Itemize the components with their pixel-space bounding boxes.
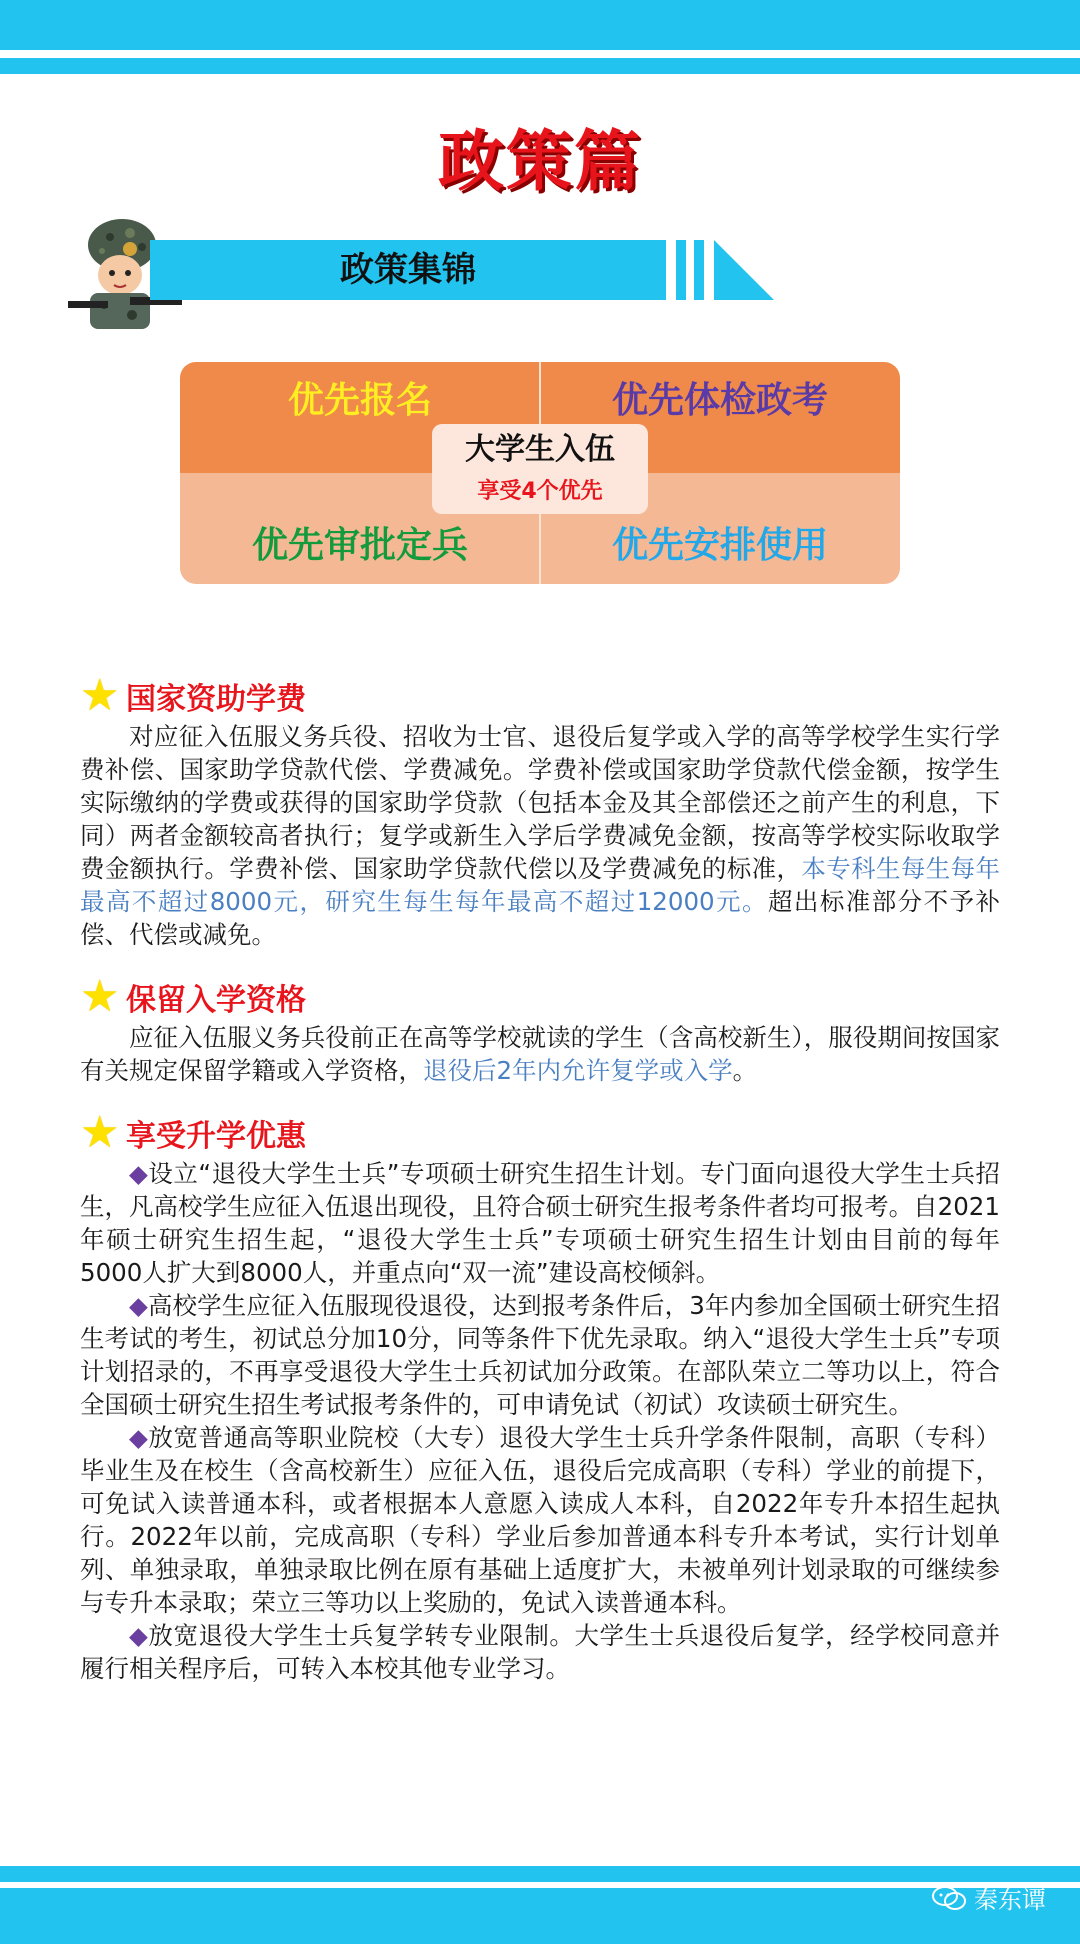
banner-stripe xyxy=(676,240,686,300)
top-band xyxy=(0,0,1080,50)
watermark xyxy=(932,1880,1046,1915)
item-text: 高校学生应征入伍服现役退役，达到报考条件后，3年内参加全国硕士研究生招生考试的考生，初试总分加10分，同等条件下优先录取。纳入“退役大学生士兵”专项计划招录的，不再享受退役大学生士兵初试加分政策。在部队荣立二等功以上，符合全国硕士研究生招生考试报考条件的，可申请免试（初试）攻读硕士研究生。 xyxy=(80,1291,1000,1419)
diamond-icon: ◆ xyxy=(129,1621,149,1650)
center-title: 大学生入伍 xyxy=(465,432,615,467)
section-heading xyxy=(80,672,1000,720)
section-banner xyxy=(150,240,770,300)
diamond-icon: ◆ xyxy=(129,1159,149,1188)
wechat-icon xyxy=(932,1885,966,1911)
diamond-icon: ◆ xyxy=(129,1423,149,1452)
priorities-grid xyxy=(180,362,900,584)
star-icon: ★ xyxy=(80,971,120,1022)
section-paragraph xyxy=(80,720,1000,951)
list-item xyxy=(80,1157,1000,1289)
section-heading xyxy=(80,973,1000,1021)
diamond-icon: ◆ xyxy=(129,1291,148,1320)
section-title: 享受升学优惠 xyxy=(126,1119,306,1154)
item-text: 设立“退役大学生士兵”专项硕士研究生招生计划。专门面向退役大学生士兵招生，凡高校学生应征入伍退出现役，且符合硕士研究生报考条件者均可报考。自2021年硕士研究生招生起，“退役大学生士兵”专项硕士研究生招生计划由目前的每年5000人扩大到8000人，并重点向“双一流”建设高校倾斜。 xyxy=(80,1159,1001,1287)
list-item xyxy=(80,1421,1000,1619)
section-paragraph xyxy=(80,1021,1000,1087)
highlight-text: 本专科生每生每年最高不超过8000元，研究生每生每年最高不超过12000元。 xyxy=(80,854,1000,916)
priority-assignment: 优先安排使用 xyxy=(540,473,900,584)
priority-registration: 优先报名 xyxy=(180,362,540,473)
bottom-band-thin xyxy=(0,1866,1080,1882)
center-subtitle: 享受4个优先 xyxy=(477,479,603,504)
section-further-study xyxy=(80,1109,1000,1685)
page-title: 政策篇 xyxy=(438,123,642,200)
top-band-thin xyxy=(0,58,1080,74)
paragraph-text: 对应征入伍服义务兵役、招收为士官、退役后复学或入学的高等学校学生实行学费补偿、国家助学贷款代偿、学费减免。学费补偿或国家助学贷款代偿金额，按学生实际缴纳的学费或获得的国家助学贷款（包括本金及其全部偿还之前产生的利息，下同）两者金额较高者执行；复学或新生入学后学费减免金额，按高等学校实际收取学费金额执行。学费补偿、国家助学贷款代偿以及学费减免的标准， xyxy=(80,722,1000,883)
star-icon: ★ xyxy=(80,1107,120,1158)
banner-stripe xyxy=(694,240,704,300)
watermark-text: 秦东谭 xyxy=(974,1886,1046,1914)
section-retain-enrollment xyxy=(80,973,1000,1087)
banner-arrow xyxy=(714,240,774,300)
section-title: 保留入学资格 xyxy=(126,983,306,1018)
item-text: 放宽普通高等职业院校（大专）退役大学生士兵升学条件限制，高职（专科）毕业生及在校生（含高校新生）应征入伍，退役后完成高职（专科）学业的前提下，可免试入读普通本科，或者根据本人意愿入读成人本科，自2022年专升本招生起执行。2022年以前，完成高职（专科）学业后参加普通本科专升本考试，实行计划单列、单独录取，单独录取比例在原有基础上适度扩大，未被单列计划录取的可继续参与专升本录取；荣立三等功以上奖励的，免试入读普通本科。 xyxy=(80,1423,1000,1617)
list-item xyxy=(80,1289,1000,1421)
paragraph-text: 。 xyxy=(732,1056,758,1085)
priority-physical-exam: 优先体检政考 xyxy=(540,362,900,473)
section-tuition-aid xyxy=(80,672,1000,951)
section-title: 国家资助学费 xyxy=(126,682,306,717)
section-heading xyxy=(80,1109,1000,1157)
list-item xyxy=(80,1619,1000,1685)
item-text: 放宽退役大学生士兵复学转专业限制。大学生士兵退役后复学，经学校同意并履行相关程序后，可转入本校其他专业学习。 xyxy=(80,1621,1000,1683)
banner-title: 政策集锦 xyxy=(340,250,476,290)
highlight-text: 退役后2年内允许复学或入学 xyxy=(423,1056,733,1085)
center-label xyxy=(432,424,648,514)
priority-approval: 优先审批定兵 xyxy=(180,473,540,584)
paragraph-text: 超出标准部分不予补偿、代偿或减免。 xyxy=(80,887,1001,949)
content xyxy=(80,672,1000,1685)
paragraph-text: 应征入伍服义务兵役前正在高等学校就读的学生（含高校新生），服役期间按国家有关规定保留学籍或入学资格， xyxy=(80,1023,1000,1085)
bottom-band xyxy=(0,1888,1080,1944)
star-icon: ★ xyxy=(80,670,120,721)
